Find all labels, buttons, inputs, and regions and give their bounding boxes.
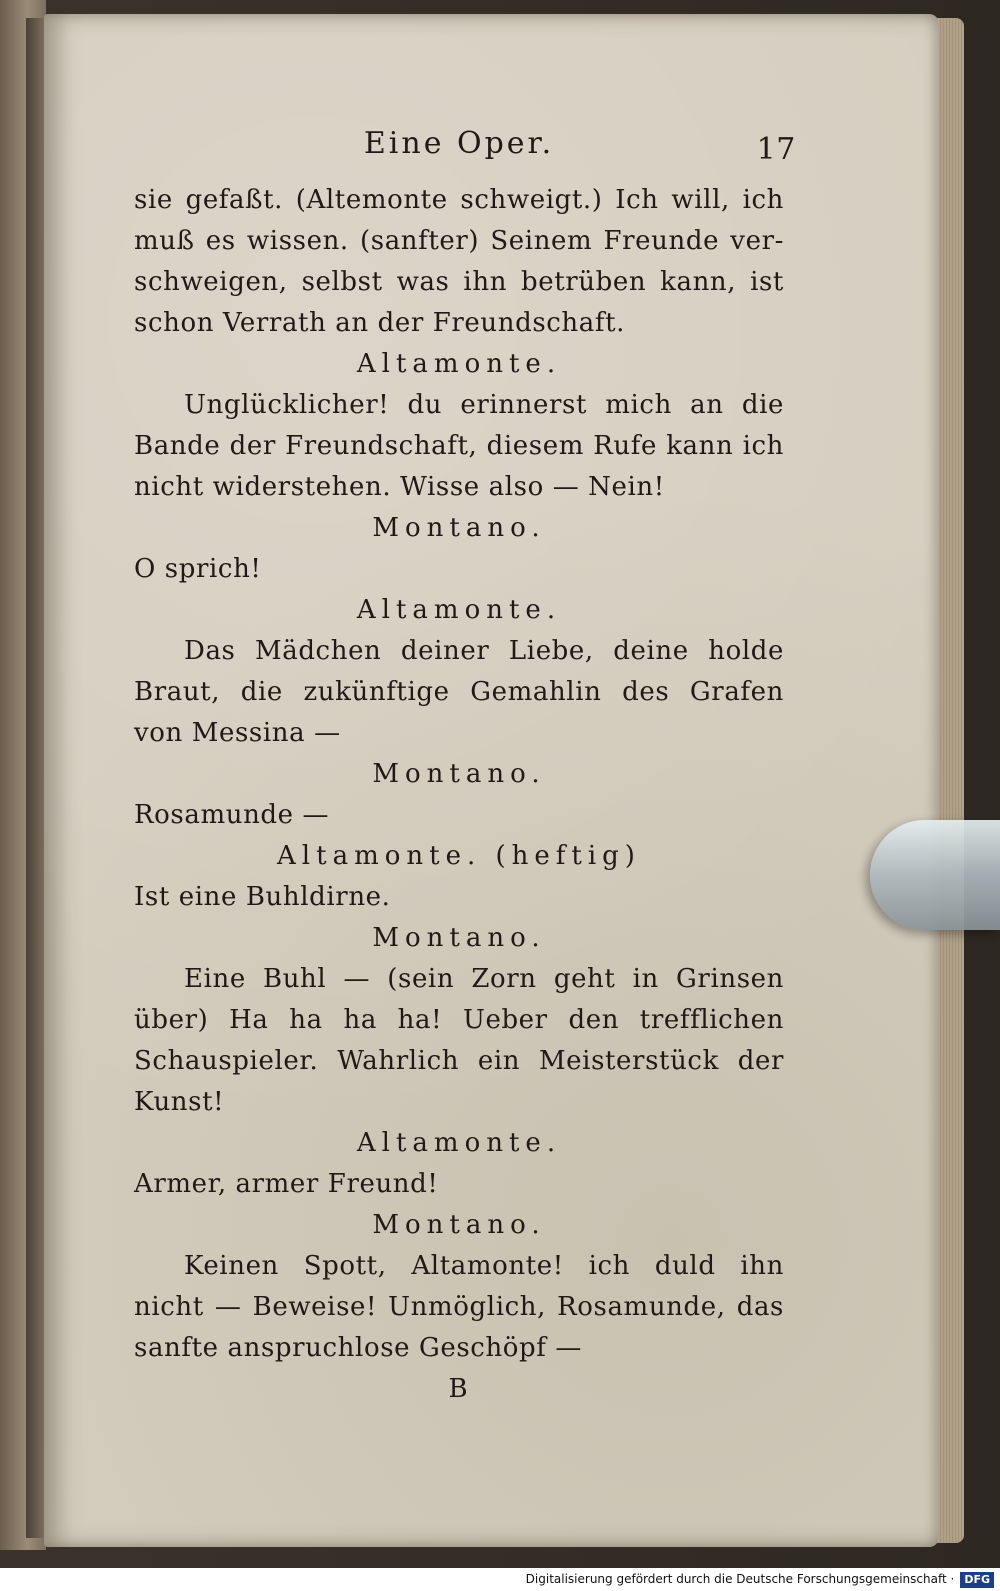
speaker-heading: Altamonte.	[356, 1128, 562, 1158]
speaker-heading: Montano.	[372, 759, 546, 789]
digitization-footer	[0, 1568, 1000, 1591]
speaker-heading: Altamonte.	[356, 349, 562, 379]
running-title: Eine Oper.	[363, 126, 555, 161]
text-line: sanfte anspruchlose Geschöpf —	[134, 1333, 582, 1363]
text-line: Schauspieler. Wahrlich ein Meisterstück der	[134, 1046, 784, 1076]
text-line: schon Verrath an der Freundschaft.	[134, 308, 626, 338]
text-line: von Messina —	[134, 718, 341, 748]
speaker-heading: Montano.	[372, 923, 546, 953]
speaker-heading: Altamonte.	[356, 595, 562, 625]
book-clip	[870, 820, 1000, 930]
text-line: nicht widerstehen. Wisse also — Nein!	[134, 472, 665, 502]
text-line: Ist eine Buhldirne.	[134, 882, 391, 912]
text-line: über) Ha ha ha ha! Ueber den trefflichen	[134, 1005, 784, 1035]
text-line: Bande der Freundschaft, diesem Rufe kann ich	[134, 431, 784, 461]
page-number: 17	[756, 132, 796, 167]
text-line: schweigen, selbst was ihn betrüben kann, ist	[134, 267, 784, 297]
dfg-logo: DFG	[960, 1572, 994, 1588]
text-line: O sprich!	[134, 554, 262, 584]
text-line: Braut, die zukünftige Gemahlin des Grafen	[134, 677, 784, 707]
text-line: Armer, armer Freund!	[134, 1169, 439, 1199]
page-edges	[936, 18, 964, 1543]
text-line: Keinen Spott, Altamonte! ich duld ihn	[184, 1251, 784, 1281]
text-line: Kunst!	[134, 1087, 225, 1117]
page-text	[134, 122, 796, 1410]
footer-credit: Digitalisierung gefördert durch die Deutsche Forschungsgemeinschaft ·	[525, 1572, 955, 1586]
speaker-heading: Montano.	[372, 1210, 546, 1240]
running-header	[134, 122, 796, 180]
text-line: Das Mädchen deiner Liebe, deine holde	[184, 636, 784, 666]
text-line: sie gefaßt. (Altemonte schweigt.) Ich will, ich	[134, 185, 784, 215]
text-line: Unglücklicher! du erinnerst mich an die	[184, 390, 784, 420]
speaker-heading: Montano.	[372, 513, 546, 543]
text-line: Eine Buhl — (sein Zorn geht in Grinsen	[184, 964, 784, 994]
signature-mark: B	[448, 1374, 470, 1404]
text-line: nicht — Beweise! Unmöglich, Rosamunde, das	[134, 1292, 784, 1322]
speaker-heading: Altamonte. (heftig)	[277, 841, 641, 871]
text-line: Rosamunde —	[134, 800, 330, 830]
text-line: muß es wissen. (sanfter) Seinem Freunde ver-	[134, 226, 784, 256]
